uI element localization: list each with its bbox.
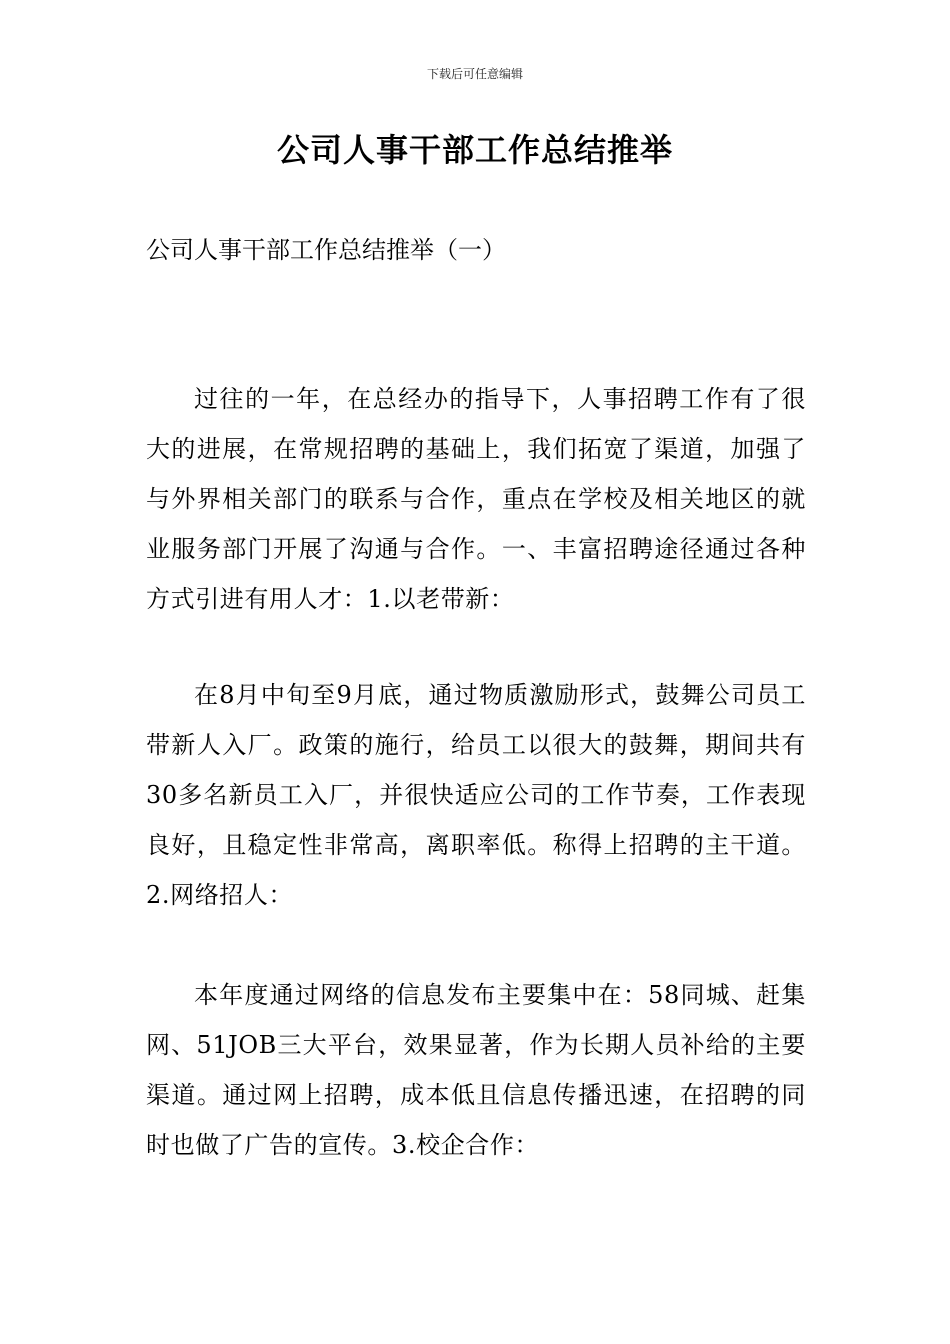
- paragraph-1: 过往的一年，在总经办的指导下，人事招聘工作有了很大的进展，在常规招聘的基础上，我们拓宽了渠道，加强了与外界相关部门的联系与合作，重点在学校及相关地区的就业服务部门开展了沟通与合作。一、丰富招聘途径通过各种方式引进有用人才：1.以老带新：: [146, 385, 806, 613]
- paragraph-2: 在8月中旬至9月底，通过物质激励形式，鼓舞公司员工带新人入厂。政策的施行，给员工以很大的鼓舞，期间共有30多名新员工入厂，并很快适应公司的工作节奏，工作表现良好，且稳定性非常高，离职率低。称得上招聘的主干道。2.网络招人：: [146, 681, 806, 909]
- header-note: 下载后可任意编辑: [426, 67, 523, 81]
- document-title: 公司人事干部工作总结推举: [276, 131, 673, 169]
- document-subtitle: 公司人事干部工作总结推举（一）: [146, 236, 506, 264]
- paragraph-3: 本年度通过网络的信息发布主要集中在：58同城、赶集网、51JOB三大平台，效果显著，作为长期人员补给的主要渠道。通过网上招聘，成本低且信息传播迅速，在招聘的同时也做了广告的宣传。3.校企合作：: [146, 981, 806, 1159]
